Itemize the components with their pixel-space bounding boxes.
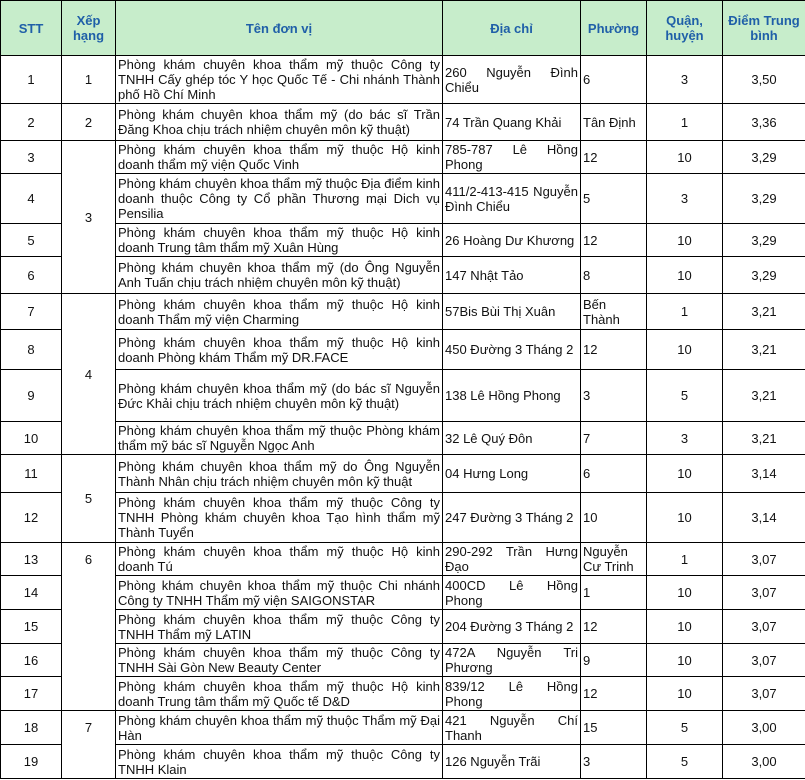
- cell-name: Phòng khám chuyên khoa thẩm mỹ (do bác sĩ Trần Đăng Khoa chịu trách nhiệm chuyên môn kỹ thuật): [116, 104, 443, 141]
- cell-score: 3,07: [723, 644, 805, 677]
- cell-district: 1: [647, 104, 723, 141]
- cell-ward: 12: [581, 677, 647, 711]
- table-row: [1, 711, 805, 745]
- cell-stt: 6: [1, 257, 62, 294]
- cell-name: Phòng khám chuyên khoa thẩm mỹ thuộc Công ty TNHH Cấy ghép tóc Y học Quốc Tế - Chi nhánh Thành phố Hồ Chí Minh: [116, 56, 443, 104]
- cell-score: 3,50: [723, 56, 805, 104]
- cell-score: 3,07: [723, 576, 805, 610]
- header-rank: Xếp hạng: [62, 1, 116, 56]
- cell-score: 3,29: [723, 174, 805, 224]
- header-address: Địa chỉ: [443, 1, 581, 56]
- cell-address: 04 Hưng Long: [443, 455, 581, 493]
- table-row: [1, 330, 805, 370]
- cell-ward: 10: [581, 493, 647, 543]
- cell-score: 3,00: [723, 745, 805, 779]
- table-row: [1, 543, 805, 576]
- cell-stt: 17: [1, 677, 62, 711]
- cell-district: 1: [647, 294, 723, 330]
- header-name: Tên đơn vị: [116, 1, 443, 56]
- table-row: [1, 141, 805, 174]
- cell-district: 10: [647, 224, 723, 257]
- cell-name: Phòng khám chuyên khoa thẩm mỹ thuộc Hộ kinh doanh thẩm mỹ viện Quốc Vinh: [116, 141, 443, 174]
- cell-score: 3,21: [723, 422, 805, 455]
- cell-name: Phòng khám chuyên khoa thẩm mỹ (do bác sĩ Nguyễn Đức Khải chịu trách nhiệm chuyên môn kỹ thuật): [116, 370, 443, 422]
- cell-stt: 2: [1, 104, 62, 141]
- cell-name: Phòng khám chuyên khoa thẩm mỹ thuộc Hộ kinh doanh Trung tâm thẩm mỹ Quốc tế D&D: [116, 677, 443, 711]
- table-row: [1, 493, 805, 543]
- cell-stt: 16: [1, 644, 62, 677]
- cell-score: 3,07: [723, 610, 805, 644]
- table-row: [1, 576, 805, 610]
- cell-district: 10: [647, 493, 723, 543]
- cell-district: 10: [647, 576, 723, 610]
- cell-stt: 3: [1, 141, 62, 174]
- cell-ward: 5: [581, 174, 647, 224]
- cell-address: 147 Nhật Tảo: [443, 257, 581, 294]
- cell-name: Phòng khám chuyên khoa thẩm mỹ thuộc Thẩm mỹ Đại Hàn: [116, 711, 443, 745]
- cell-rank: 6: [62, 543, 116, 711]
- table-row: [1, 370, 805, 422]
- table-row: [1, 422, 805, 455]
- cell-name: Phòng khám chuyên khoa thẩm mỹ do Ông Nguyễn Thành Nhân chịu trách nhiệm chuyên môn kỹ thuật: [116, 455, 443, 493]
- cell-ward: 12: [581, 141, 647, 174]
- cell-ward: 12: [581, 330, 647, 370]
- cell-address: 74 Trần Quang Khải: [443, 104, 581, 141]
- cell-ward: Bến Thành: [581, 294, 647, 330]
- cell-stt: 1: [1, 56, 62, 104]
- cell-ward: 6: [581, 455, 647, 493]
- cell-ward: Nguyễn Cư Trinh: [581, 543, 647, 576]
- cell-rank: 2: [62, 104, 116, 141]
- table-row: [1, 56, 805, 104]
- table-row: [1, 677, 805, 711]
- table-row: [1, 610, 805, 644]
- cell-district: 3: [647, 422, 723, 455]
- cell-stt: 11: [1, 455, 62, 493]
- cell-ward: 7: [581, 422, 647, 455]
- table-row: [1, 104, 805, 141]
- cell-ward: Tân Định: [581, 104, 647, 141]
- cell-address: 247 Đường 3 Tháng 2: [443, 493, 581, 543]
- cell-name: Phòng khám chuyên khoa thẩm mỹ thuộc Phòng khám thẩm mỹ bác sĩ Nguyễn Ngọc Anh: [116, 422, 443, 455]
- cell-score: 3,29: [723, 257, 805, 294]
- cell-district: 3: [647, 56, 723, 104]
- header-score: Điểm Trung bình: [723, 1, 805, 56]
- cell-district: 10: [647, 610, 723, 644]
- cell-district: 10: [647, 455, 723, 493]
- cell-ward: 15: [581, 711, 647, 745]
- cell-address: 450 Đường 3 Tháng 2: [443, 330, 581, 370]
- cell-address: 421 Nguyễn Chí Thanh: [443, 711, 581, 745]
- cell-stt: 15: [1, 610, 62, 644]
- cell-score: 3,29: [723, 141, 805, 174]
- cell-rank: 7: [62, 711, 116, 779]
- cell-address: 785-787 Lê Hồng Phong: [443, 141, 581, 174]
- cell-stt: 12: [1, 493, 62, 543]
- cell-stt: 9: [1, 370, 62, 422]
- cell-score: 3,21: [723, 330, 805, 370]
- cell-score: 3,07: [723, 543, 805, 576]
- cell-name: Phòng khám chuyên khoa thẩm mỹ (do Ông Nguyễn Anh Tuấn chịu trách nhiệm chuyên môn kỹ thuật): [116, 257, 443, 294]
- cell-name: Phòng khám chuyên khoa thẩm mỹ thuộc Công ty TNHH Phòng khám chuyên khoa Tạo hình thẩm mỹ Thành Tuyển: [116, 493, 443, 543]
- table-row: [1, 455, 805, 493]
- cell-name: Phòng khám chuyên khoa thẩm mỹ thuộc Hộ kinh doanh Trung tâm thẩm mỹ Xuân Hùng: [116, 224, 443, 257]
- cell-stt: 14: [1, 576, 62, 610]
- cell-stt: 4: [1, 174, 62, 224]
- cell-address: 204 Đường 3 Tháng 2: [443, 610, 581, 644]
- cell-name: Phòng khám chuyên khoa thẩm mỹ thuộc Công ty TNHH Klain: [116, 745, 443, 779]
- cell-score: 3,36: [723, 104, 805, 141]
- cell-score: 3,21: [723, 294, 805, 330]
- cell-ward: 3: [581, 745, 647, 779]
- table-row: [1, 294, 805, 330]
- cell-district: 10: [647, 257, 723, 294]
- table-row: [1, 257, 805, 294]
- cell-ward: 6: [581, 56, 647, 104]
- cell-address: 260 Nguyễn Đình Chiểu: [443, 56, 581, 104]
- cell-ward: 8: [581, 257, 647, 294]
- table-row: [1, 745, 805, 779]
- header-stt: STT: [1, 1, 62, 56]
- cell-address: 290-292 Trần Hưng Đạo: [443, 543, 581, 576]
- cell-ward: 12: [581, 610, 647, 644]
- cell-address: 26 Hoàng Dư Khương: [443, 224, 581, 257]
- cell-stt: 19: [1, 745, 62, 779]
- header-district: Quận, huyện: [647, 1, 723, 56]
- cell-district: 5: [647, 711, 723, 745]
- cell-rank: 5: [62, 455, 116, 543]
- cell-address: 839/12 Lê Hồng Phong: [443, 677, 581, 711]
- cell-name: Phòng khám chuyên khoa thẩm mỹ thuộc Hộ kinh doanh Phòng khám Thẩm mỹ DR.FACE: [116, 330, 443, 370]
- cell-score: 3,29: [723, 224, 805, 257]
- cell-address: 32 Lê Quý Đôn: [443, 422, 581, 455]
- cell-address: 472A Nguyễn Tri Phương: [443, 644, 581, 677]
- cell-ward: 12: [581, 224, 647, 257]
- cell-rank: 1: [62, 56, 116, 104]
- cell-district: 10: [647, 330, 723, 370]
- cell-stt: 7: [1, 294, 62, 330]
- header-row: [1, 1, 805, 56]
- cell-name: Phòng khám chuyên khoa thẩm mỹ thuộc Hộ kinh doanh Thẩm mỹ viện Charming: [116, 294, 443, 330]
- cell-name: Phòng khám chuyên khoa thẩm mỹ thuộc Địa điểm kinh doanh thuộc Công ty Cổ phần Thương mại Dich vụ Pensilia: [116, 174, 443, 224]
- cell-rank: 3: [62, 141, 116, 294]
- cell-address: 138 Lê Hồng Phong: [443, 370, 581, 422]
- cell-ward: 9: [581, 644, 647, 677]
- cell-score: 3,07: [723, 677, 805, 711]
- cell-score: 3,14: [723, 493, 805, 543]
- cell-rank: 4: [62, 294, 116, 455]
- cell-stt: 10: [1, 422, 62, 455]
- cell-score: 3,21: [723, 370, 805, 422]
- cell-score: 3,00: [723, 711, 805, 745]
- table-row: [1, 174, 805, 224]
- cell-name: Phòng khám chuyên khoa thẩm mỹ thuộc Hộ kinh doanh Tú: [116, 543, 443, 576]
- cell-stt: 13: [1, 543, 62, 576]
- cell-name: Phòng khám chuyên khoa thẩm mỹ thuộc Chi nhánh Công ty TNHH Thẩm mỹ viện SAIGONSTAR: [116, 576, 443, 610]
- cell-district: 5: [647, 745, 723, 779]
- table-row: [1, 644, 805, 677]
- cell-ward: 3: [581, 370, 647, 422]
- cell-score: 3,14: [723, 455, 805, 493]
- cell-district: 3: [647, 174, 723, 224]
- cell-district: 1: [647, 543, 723, 576]
- cell-name: Phòng khám chuyên khoa thẩm mỹ thuộc Công ty TNHH Sài Gòn New Beauty Center: [116, 644, 443, 677]
- cell-address: 411/2-413-415 Nguyễn Đình Chiểu: [443, 174, 581, 224]
- cell-stt: 5: [1, 224, 62, 257]
- cell-address: 57Bis Bùi Thị Xuân: [443, 294, 581, 330]
- cell-district: 10: [647, 141, 723, 174]
- cell-address: 126 Nguyễn Trãi: [443, 745, 581, 779]
- cell-address: 400CD Lê Hồng Phong: [443, 576, 581, 610]
- cell-stt: 8: [1, 330, 62, 370]
- cell-stt: 18: [1, 711, 62, 745]
- cell-ward: 1: [581, 576, 647, 610]
- cell-district: 5: [647, 370, 723, 422]
- cell-district: 10: [647, 644, 723, 677]
- cell-name: Phòng khám chuyên khoa thẩm mỹ thuộc Công ty TNHH Thẩm mỹ LATIN: [116, 610, 443, 644]
- cell-district: 10: [647, 677, 723, 711]
- table-row: [1, 224, 805, 257]
- header-ward: Phường: [581, 1, 647, 56]
